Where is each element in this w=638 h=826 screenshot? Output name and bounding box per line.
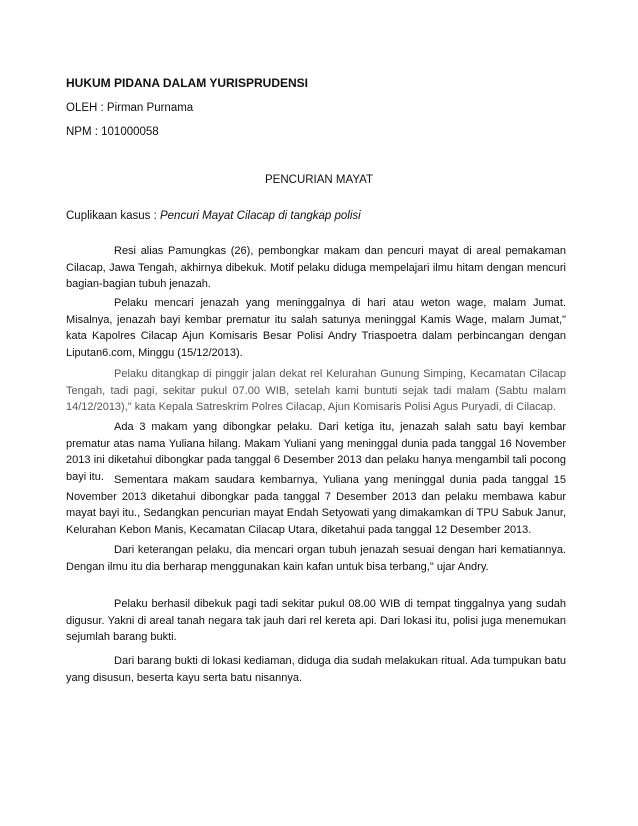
- case-title: Pencuri Mayat Cilacap di tangkap polisi: [159, 210, 361, 222]
- paragraph-2: Pelaku mencari jenazah yang meninggalnya di hari atau weton wage, malam Jumat. Misalnya, jenazah bayi kembar prematur itu salah satunya meninggal Kamis Wage, malam Jumat," kata Kapolres Cilacap Ajun Komisaris Besar Polisi Andry Triaspoetra dalam perbincangan dengan Liputan6.com, Minggu (15/12/2013).: [66, 297, 566, 359]
- npm-line: NPM : 101000058: [66, 126, 159, 138]
- paragraph-3: Pelaku ditangkap di pinggir jalan dekat rel Kelurahan Gunung Simping, Kecamatan Cilacap Tengah, tadi pagi, sekitar pukul 07.00 WIB, setelah kami buntuti sejak tadi malam (Sabtu malam 14/12/2013)," kata Kepala Satreskrim Polres Cilacap, Ajun Komisaris Polisi Agus Puryadi, di Cilacap.: [66, 368, 566, 413]
- author-line: OLEH : Pirman Purnama: [66, 102, 194, 114]
- document-title: HUKUM PIDANA DALAM YURISPRUDENSI: [66, 76, 309, 90]
- paragraph-6: Dari keterangan pelaku, dia mencari organ tubuh jenazah sesuai dengan hari kematiannya. Dengan ilmu itu dia berharap menggunakan kain kafan untuk bisa terbang," ujar Andry.: [66, 544, 566, 573]
- case-line: [66, 209, 361, 223]
- paragraph-8: Dari barang bukti di lokasi kediaman, diduga dia sudah melakukan ritual. Ada tumpukan batu yang disusun, beserta kayu serta batu nisannya.: [66, 655, 566, 684]
- paragraph-1: Resi alias Pamungkas (26), pembongkar makam dan pencuri mayat di areal pemakaman Cilacap, Jawa Tengah, akhirnya dibekuk. Motif pelaku diduga mempelajari ilmu hitam dengan mencuri bagian-bagian tubuh jenazah.: [66, 245, 566, 290]
- section-heading: PENCURIAN MAYAT: [265, 174, 373, 186]
- paragraph-4: Ada 3 makam yang dibongkar pelaku. Dari ketiga itu, jenazah salah satu bayi kembar prematur atas nama Yuliana hilang. Makam Yuliani yang meninggal dunia pada tanggal 16 November 2013 ini diketahui dibongkar pada tanggal 6 Desember 2013 dan pelaku hanya mengambil tali pocong bayi itu.: [66, 421, 566, 483]
- paragraph-7: Pelaku berhasil dibekuk pagi tadi sekitar pukul 08.00 WIB di tempat tinggalnya yang sudah digusur. Yakni di areal tanah negara tak jauh dari rel kereta api. Dari lokasi itu, polisi juga menemukan sejumlah barang bukti.: [66, 598, 566, 643]
- case-label: Cuplikaan kasus :: [66, 210, 157, 222]
- paragraph-5: Sementara makam saudara kembarnya, Yuliana yang meninggal dunia pada tanggal 15 November 2013 diketahui dibongkar pada tanggal 7 Desember 2013 dan pelaku membawa kabur mayat bayi itu., Sedangkan pencurian mayat Endah Setyowati yang dimakamkan di TPU Sabuk Janur, Kelurahan Kebon Manis, Kecamatan Cilacap Utara, diketahui pada tanggal 12 Desember 2013.: [66, 474, 566, 536]
